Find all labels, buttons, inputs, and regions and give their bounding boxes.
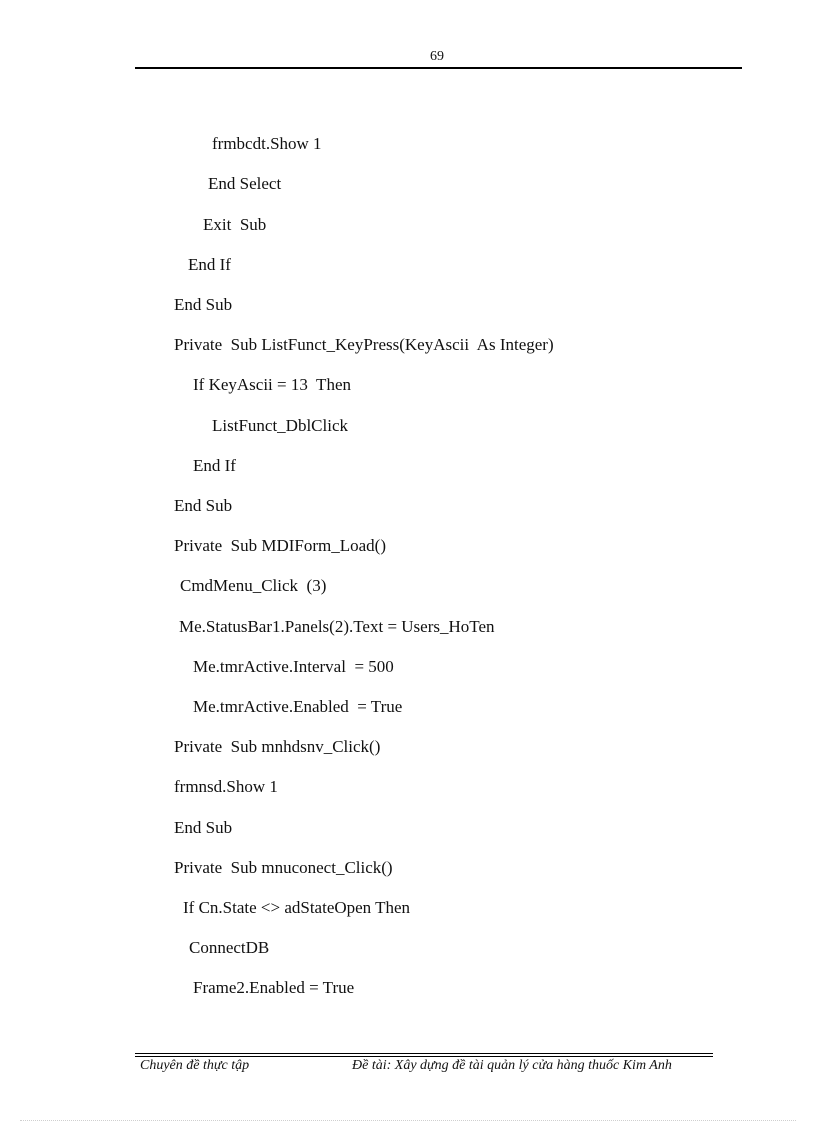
- footer-left-text: Chuyên đề thực tập: [140, 1058, 250, 1073]
- code-line-22: Frame2.Enabled = True: [193, 978, 355, 997]
- code-line-4: End If: [188, 255, 231, 274]
- code-line-19: Private Sub mnuconect_Click(): [174, 858, 393, 877]
- header-rule: [135, 67, 742, 69]
- code-line-18: End Sub: [174, 818, 233, 837]
- code-line-20: If Cn.State <> adStateOpen Then: [183, 898, 411, 917]
- page-number: 69: [430, 49, 444, 64]
- code-line-3: Exit Sub: [203, 215, 267, 234]
- code-line-10: End Sub: [174, 496, 233, 515]
- code-line-21: ConnectDB: [189, 938, 270, 957]
- code-line-7: If KeyAscii = 13 Then: [193, 375, 351, 394]
- code-line-15: Me.tmrActive.Enabled = True: [193, 697, 403, 716]
- code-line-2: End Select: [208, 174, 282, 193]
- code-line-16: Private Sub mnhdsnv_Click(): [174, 737, 381, 756]
- code-line-6: Private Sub ListFunct_KeyPress(KeyAscii As Integer): [174, 335, 554, 354]
- footer-right-text: Đề tài: Xây dựng đề tài quản lý cửa hàng thuốc Kim Anh: [352, 1058, 672, 1073]
- code-line-13: Me.StatusBar1.Panels(2).Text = Users_HoTen: [179, 617, 495, 636]
- code-line-12: CmdMenu_Click (3): [180, 576, 327, 595]
- page-bottom-border: [20, 1120, 796, 1121]
- code-line-17: frmnsd.Show 1: [174, 777, 278, 796]
- footer-rule-bottom: [135, 1056, 713, 1057]
- code-line-5: End Sub: [174, 295, 233, 314]
- code-line-8: ListFunct_DblClick: [212, 416, 348, 435]
- footer-rule-top: [135, 1053, 713, 1054]
- code-line-1: frmbcdt.Show 1: [212, 134, 322, 153]
- code-line-9: End If: [193, 456, 236, 475]
- code-line-14: Me.tmrActive.Interval = 500: [193, 657, 394, 676]
- code-line-11: Private Sub MDIForm_Load(): [174, 536, 387, 555]
